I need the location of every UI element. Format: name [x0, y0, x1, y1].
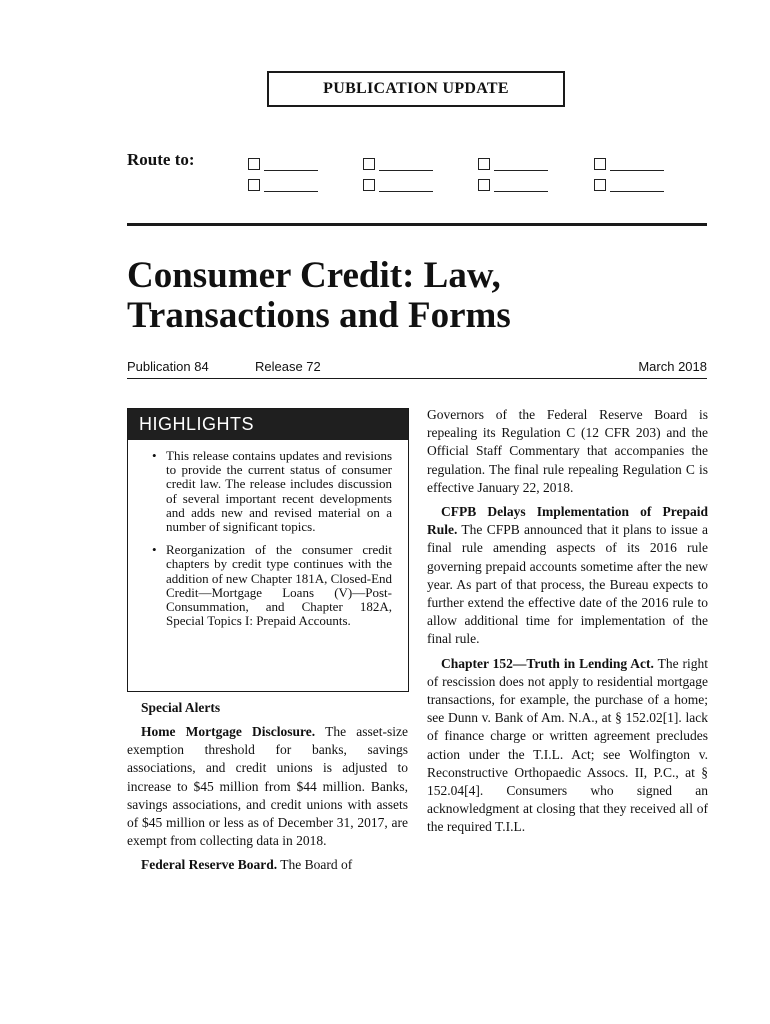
- route-blank-line: [494, 170, 548, 171]
- route-slot[interactable]: [363, 174, 433, 192]
- publication-number: Publication 84: [127, 359, 209, 374]
- route-checkbox[interactable]: [594, 179, 606, 191]
- release-date: March 2018: [638, 359, 707, 374]
- highlights-list: [128, 449, 408, 628]
- paragraph: [427, 406, 708, 497]
- route-slot[interactable]: [248, 174, 318, 192]
- title-line-1: Consumer Credit: Law,: [127, 255, 501, 296]
- route-blank-line: [264, 191, 318, 192]
- route-slot[interactable]: [363, 153, 433, 171]
- highlight-text: Reorganization of the consumer credit chapters by credit type continues with the addition of new Chapter 181A, Closed-End Credit—Mortgage Loans (V)—Post-Consummation, and Chapter 182A, Special Topics I: Prepaid Accounts.: [166, 542, 393, 629]
- paragraph-heading: Home Mortgage Disclosure.: [141, 724, 316, 739]
- route-slot[interactable]: [478, 174, 548, 192]
- route-blank-line: [610, 191, 664, 192]
- paragraph: [127, 856, 408, 874]
- publication-update-box: [267, 71, 565, 107]
- highlight-item: [152, 543, 392, 628]
- route-blank-line: [264, 170, 318, 171]
- bullet-icon: •: [152, 448, 157, 463]
- release-number: Release 72: [255, 359, 321, 374]
- route-blank-line: [494, 191, 548, 192]
- route-to-label: Route to:: [127, 150, 195, 169]
- route-slot[interactable]: [594, 153, 664, 171]
- route-checkbox[interactable]: [363, 158, 375, 170]
- route-checkbox[interactable]: [478, 179, 490, 191]
- route-slot[interactable]: [248, 153, 318, 171]
- highlight-item: [152, 449, 392, 534]
- paragraph-heading: Federal Reserve Board.: [141, 857, 278, 873]
- paragraph-heading: CFPB Delays Implementation of Prepaid Rule.: [427, 504, 708, 538]
- publication-update-label: PUBLICATION UPDATE: [323, 80, 509, 97]
- route-blank-line: [379, 170, 433, 171]
- route-checkbox[interactable]: [248, 158, 260, 170]
- paragraph-body: Governors of the Federal Reserve Board is repealing its Regulation C (12 CFR 203) and the Official Staff Commentary that accompanies the regulation. The final rule repealing Regulation C is effective January 22, 2018.: [427, 407, 708, 495]
- route-checkbox[interactable]: [478, 158, 490, 170]
- meta-divider: [127, 378, 707, 379]
- page-title: [127, 256, 727, 336]
- highlight-text: This release contains updates and revisions to provide the current status of consumer credit law. The release includes discussion of several important recent developments and adds new and revised material on a number of significant topics.: [166, 448, 392, 535]
- paragraph-body: The asset-size exemption threshold for banks, savings associations, and credit unions is adjusted to increase to $45 million from $44 million. Banks, savings associations, and credit unions with assets of $45 million or less as of December 31, 2017, are exempt from collecting data in 2018.: [127, 724, 408, 849]
- paragraph-heading: Chapter 152—Truth in Lending Act.: [441, 655, 654, 671]
- route-slot[interactable]: [594, 174, 664, 192]
- bullet-icon: •: [152, 542, 157, 558]
- route-slot[interactable]: [478, 153, 548, 171]
- paragraph-body: The right of rescission does not apply to residential mortgage transactions, for example, the purchase of a home; see Dunn v. Bank of Am. N.A., at § 152.02[1]. lack of finance charge or written agreement precludes action under the T.I.L. Act; see Wolfington v. Reconstructive Orthopaedic Assocs. II, P.C., at § 152.04[4]. Consumers who signed an acknowledgment at closing that they received all of the required T.I.L.: [427, 655, 708, 835]
- route-blank-line: [379, 191, 433, 192]
- paragraph: [127, 723, 408, 850]
- title-line-2: Transactions and Forms: [127, 295, 511, 336]
- paragraph-body: The CFPB announced that it plans to issue a final rule amending aspects of its 2016 rule governing prepaid accounts sometime after the new year. As part of that process, the Bureau expects to further extend the effective date of the 2016 rule to allow additional time for implementation of the final rule.: [427, 522, 708, 647]
- route-checkbox[interactable]: [248, 179, 260, 191]
- paragraph-body: The Board of: [277, 857, 353, 873]
- right-column: [427, 406, 708, 843]
- paragraph: [427, 503, 708, 649]
- left-column: [127, 723, 408, 881]
- route-blank-line: [610, 170, 664, 171]
- route-checkbox[interactable]: [594, 158, 606, 170]
- highlights-heading: HIGHLIGHTS: [128, 409, 408, 440]
- paragraph: [427, 655, 708, 837]
- route-checkbox[interactable]: [363, 179, 375, 191]
- special-alerts-heading: Special Alerts: [141, 700, 221, 715]
- highlights-box: [127, 408, 409, 692]
- header-divider: [127, 223, 707, 226]
